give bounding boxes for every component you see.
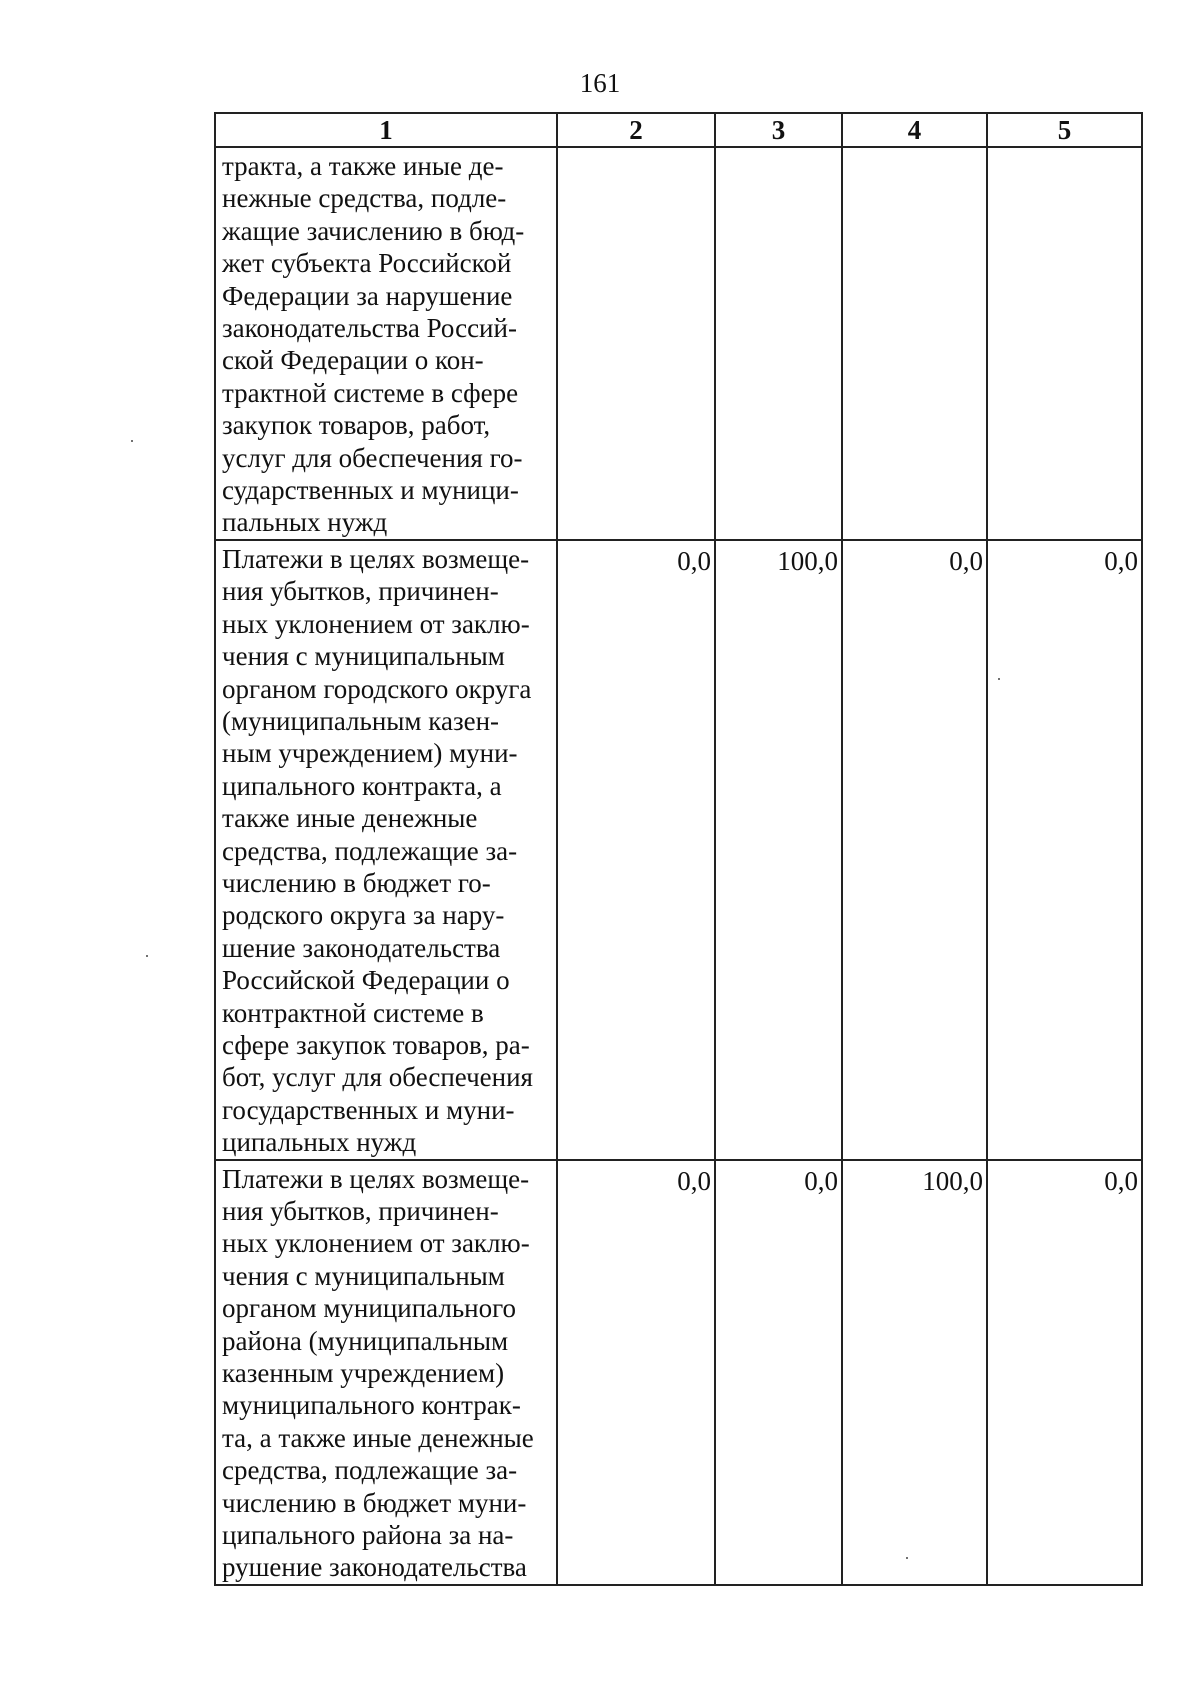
value-cell-col-3: 100,0 bbox=[715, 540, 842, 1160]
description-line: ным учреждением) муни- bbox=[222, 738, 518, 769]
description-line: тракта, а также иные де- bbox=[222, 151, 504, 181]
description-line: Российской Федерации о bbox=[222, 965, 510, 996]
description-line: средства, подлежащие за- bbox=[222, 835, 518, 866]
description-line: бот, услуг для обеспечения bbox=[222, 1062, 533, 1093]
value-cell-col-2: 0,0 bbox=[557, 540, 715, 1160]
description-line: государственных и муни- bbox=[222, 1094, 515, 1125]
description-line: родского округа за нару- bbox=[222, 900, 505, 931]
description-line: Платежи в целях возмеще- bbox=[222, 543, 530, 574]
description-line: пальных нужд bbox=[222, 507, 388, 538]
description-line: шение законодательства bbox=[222, 932, 501, 963]
value-cell-col-5 bbox=[987, 147, 1142, 540]
column-header-2: 2 bbox=[557, 113, 715, 147]
scan-speck bbox=[131, 440, 133, 442]
value-cell-col-5: 0,0 bbox=[987, 540, 1142, 1160]
description-line: закупок товаров, работ, bbox=[222, 410, 491, 441]
value-cell-col-2 bbox=[557, 147, 715, 540]
value-cell-col-2: 0,0 bbox=[557, 1160, 715, 1585]
description-line: услуг для обеспечения го- bbox=[222, 442, 523, 473]
description-line: жет субъекта Российской bbox=[222, 248, 512, 279]
value-cell-col-4: 100,0 bbox=[842, 1160, 987, 1585]
column-header-3: 3 bbox=[715, 113, 842, 147]
budget-table bbox=[214, 112, 1143, 1586]
description-line: муниципального контрак- bbox=[222, 1390, 521, 1421]
description-line: законодательства Россий- bbox=[222, 313, 517, 344]
table-row bbox=[215, 1160, 1142, 1585]
description-line: средства, подлежащие за- bbox=[222, 1455, 518, 1486]
description-line: органом муниципального bbox=[222, 1293, 517, 1324]
description-line: ных уклонением от заклю- bbox=[222, 608, 530, 639]
description-line: Платежи в целях возмеще- bbox=[222, 1163, 530, 1194]
row-description-cell bbox=[215, 1160, 557, 1585]
description-line: числению в бюджет муни- bbox=[222, 1487, 527, 1518]
description-line: сфере закупок товаров, ра- bbox=[222, 1029, 530, 1060]
description-line: рушение законодательства bbox=[222, 1552, 527, 1583]
row-description-cell bbox=[215, 540, 557, 1160]
scan-speck bbox=[998, 678, 1000, 680]
description-line: чения с муниципальным bbox=[222, 1260, 505, 1291]
description-line: также иные денежные bbox=[222, 803, 478, 834]
row-description-cell bbox=[215, 147, 557, 540]
description-line: района (муниципальным bbox=[222, 1325, 509, 1356]
value-cell-col-3 bbox=[715, 147, 842, 540]
description-line: ния убытков, причинен- bbox=[222, 576, 499, 607]
page-number: 161 bbox=[579, 68, 621, 98]
description-line: казенным учреждением) bbox=[222, 1358, 505, 1389]
description-line: ных уклонением от заклю- bbox=[222, 1228, 530, 1259]
table-row bbox=[215, 147, 1142, 540]
value-cell-col-4 bbox=[842, 147, 987, 540]
description-line: (муниципальным казен- bbox=[222, 705, 500, 736]
description-line: жащие зачислению в бюд- bbox=[222, 215, 525, 246]
description-line: та, а также иные денежные bbox=[222, 1422, 534, 1453]
table-row bbox=[215, 540, 1142, 1160]
value-cell-col-4: 0,0 bbox=[842, 540, 987, 1160]
description-line: ципального контракта, а bbox=[222, 770, 502, 801]
column-header-1: 1 bbox=[215, 113, 557, 147]
description-line: Федерации за нарушение bbox=[222, 280, 513, 311]
table-header-row bbox=[215, 113, 1142, 147]
scan-speck bbox=[906, 1557, 908, 1559]
column-header-5: 5 bbox=[987, 113, 1142, 147]
description-line: сударственных и муници- bbox=[222, 475, 519, 506]
description-line: нежные средства, подле- bbox=[222, 183, 507, 214]
description-line: контрактной системе в bbox=[222, 997, 484, 1028]
scan-speck bbox=[146, 955, 148, 957]
column-header-4: 4 bbox=[842, 113, 987, 147]
value-cell-col-3: 0,0 bbox=[715, 1160, 842, 1585]
description-line: числению в бюджет го- bbox=[222, 867, 491, 898]
description-line: ципальных нужд bbox=[222, 1127, 417, 1158]
description-line: чения с муниципальным bbox=[222, 641, 505, 672]
description-line: ципального района за на- bbox=[222, 1520, 514, 1551]
description-line: ния убытков, причинен- bbox=[222, 1196, 499, 1226]
description-line: органом городского округа bbox=[222, 673, 532, 704]
value-cell-col-5: 0,0 bbox=[987, 1160, 1142, 1585]
description-line: трактной системе в сфере bbox=[222, 377, 519, 408]
description-line: ской Федерации о кон- bbox=[222, 345, 484, 376]
